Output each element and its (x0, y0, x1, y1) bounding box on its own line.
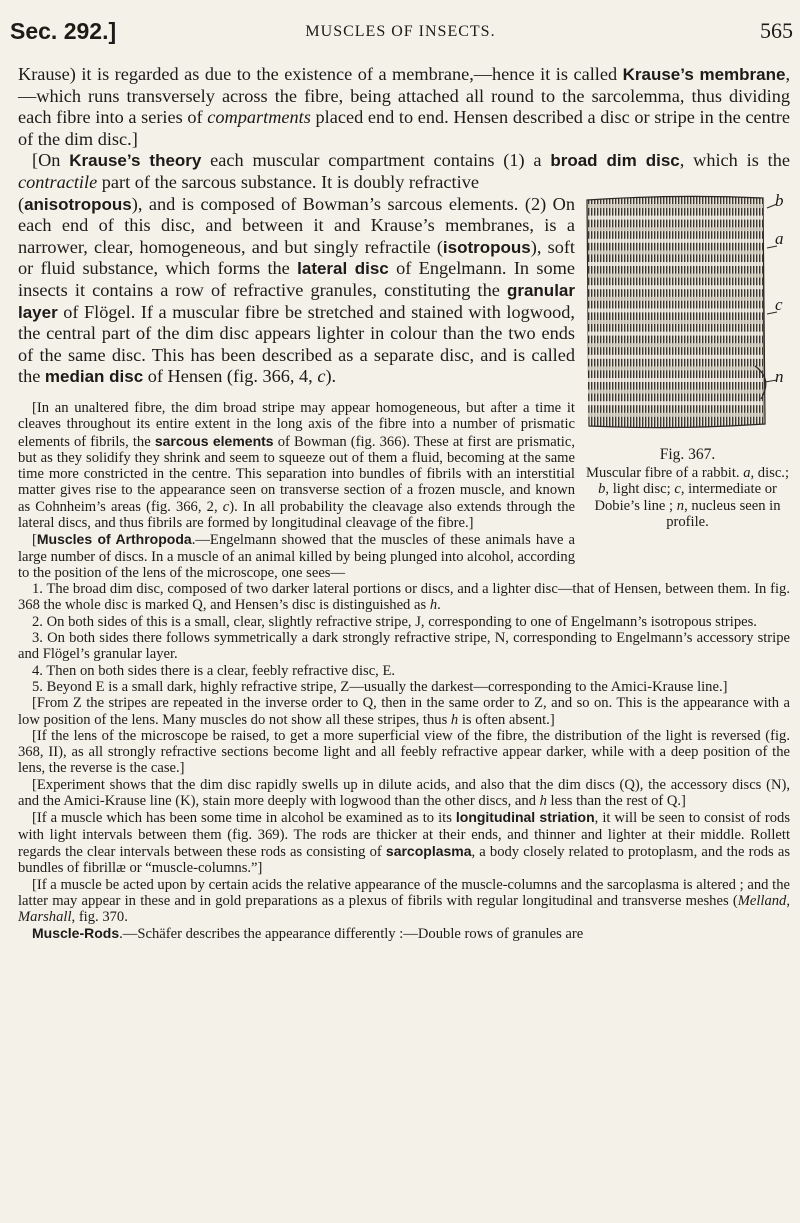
striation-band (588, 285, 763, 289)
paragraph-anisotropous: (anisotropous), and is composed of Bowman’s sarcous elements. (2) On each end of this disc, and between it and Krause’s membranes, is a narrower, clear, homogeneous, and but singly refractile (isotropous), soft or fluid substance, which forms the lateral disc of Engelmann. In some insects it contains a row of refractive granules, constituting the granular layer of Flögel. If a muscular fibre be stretched and stained with logwood, the central part of the dim disc appears lighter in colour than the two ends of the same disc. This has been described as a separate disc, and is called the median disc of Hensen (fig. 366, 4, c). (18, 193, 576, 387)
striation-band (588, 250, 763, 254)
striation-band (588, 273, 763, 277)
paragraph-acids: [If a muscle be acted upon by certain acids the relative appearance of the muscle-columns and the sarcoplasma is altered ; and the latter may appear in these and in gold preparations as a plexus of fibrils with regular longitudinal and transverse meshes (Melland, Marshall, fig. 370. (18, 876, 790, 926)
paragraph-lens-raised: [If the lens of the microscope be raised, to get a more superficial view of the fibre, the distribution of the light is reversed (fig. 368, II), as all strongly refractive sections become light and all feebly refractive appear darker, while with a deep position of the lens, the reverse is the case.] (18, 727, 790, 777)
figure-367 (585, 190, 790, 546)
section-number: Sec. 292.] (10, 18, 117, 44)
figure-caption: Muscular fibre of a rabbit. a, disc.; b, light disc; c, intermediate or Dobie’s line ; n, nucleus seen in profile. (585, 465, 790, 531)
striation-band (588, 354, 763, 358)
list-item-5: 5. Beyond E is a small dark, highly refractive stripe, Z—usually the darkest—corresponding to the Amici-Krause line.] (32, 678, 728, 695)
striation-band (588, 401, 763, 405)
striation-band (588, 343, 763, 347)
striation-band (588, 389, 763, 393)
list-item-2: 2. On both sides of this is a small, clear, slightly refractive stripe, J, corresponding to one of Engelmann’s isotropous stripes. (32, 613, 757, 630)
figure-label-b: b (775, 190, 784, 210)
striation-band (588, 331, 763, 335)
figure-number: Fig. 367. (659, 445, 716, 463)
paragraph-longitudinal-striation: [If a muscle which has been some time in alcohol be examined as to its longitudinal striation, it will be seen to consist of rods with light intervals between them (fig. 369). The rods are thicker at their ends, and thinner and lighter at their middle. Rollett regards the clear intervals between these rods as consisting of sarcoplasma, a body closely related to protoplasm, and the rods as bundles of fibrillæ or “muscle-columns.”] (18, 809, 790, 877)
paragraph-stripes-repeated: [From Z the stripes are repeated in the inverse order to Q, then in the same order to Z, and so on. This is the appearance with a low position of the lens. Many muscles do not show all these stripes, thus h is often absent.] (18, 695, 790, 728)
striation-band (588, 412, 763, 416)
figure-label-c: c (775, 294, 783, 314)
striation-band (588, 238, 763, 242)
paragraph-muscle-rods: Muscle-Rods.—Schäfer describes the appearance differently :—Double rows of granules are (32, 925, 584, 943)
striation-band (588, 366, 763, 370)
running-header (8, 18, 793, 48)
muscle-fibre-illustration (585, 190, 790, 434)
striation-band (588, 227, 763, 231)
paragraph-unaltered-fibre: [In an unaltered fibre, the dim broad stripe may appear homogeneous, but after a time it cleaves throughout its entire extent in the long axis of the fibre into a number of prismatic elements of fibrils, the sarcous elements of Bowman (fig. 366). These at first are prismatic, but as they solidify they shrink and seem to squeeze out of them a fluid, becoming at the same time more constricted in the centre. This separation into bundles of fibrils with an interstitial matter gives rise to the appearance seen on transverse section of a frozen muscle, and known as Cohnheim’s areas (fig. 366, 2, c). In all probability the cleavage also extends through the lateral discs, and thus fibrils are formed by longitudinal cleavage of the fibre.] (18, 399, 576, 531)
list-item-3: 3. On both sides there follows symmetrically a dark strongly refractive stripe, N, corresponding to Engelmann’s accessory stripe and Flögel’s granular layer. (18, 630, 790, 663)
body-large (18, 64, 790, 943)
paragraph-krause-theory-intro: [On Krause’s theory each muscular compartment contains (1) a broad dim disc, which is the contractile part of the sarcous substance. It is doubly refractive (18, 150, 790, 192)
page-number: 565 (760, 18, 793, 43)
list-item-4: 4. Then on both sides there is a clear, feebly refractive disc, E. (32, 662, 396, 679)
figure-label-n: n (775, 366, 784, 386)
striation-band (588, 320, 763, 324)
striation-band (588, 262, 763, 266)
striation-band (588, 308, 763, 312)
striation-band (588, 378, 763, 382)
list-item-1: 1. The broad dim disc, composed of two darker lateral portions or discs, and a lighter disc—that of Hensen, between them. In fig. 368 the whole disc is marked Q, and Hensen’s disc is distinguished as h. (18, 581, 790, 614)
paragraph-arthropoda: [Muscles of Arthropoda.—Engelmann showed that the muscles of these animals have a large number of discs. In a muscle of an animal killed by being plunged into alcohol, according to the position of the lens of the microscope, one sees— (18, 531, 576, 581)
paragraph-krause-membrane: Krause) it is regarded as due to the existence of a membrane,—hence it is called Krause’s membrane,—which runs transversely across the fibre, being attached all round to the sarcolemma, thus dividing each fibre into a series of compartments placed end to end. Hensen described a disc or stripe in the centre of the dim disc.] (18, 64, 791, 149)
muscle-fibre-drawing (585, 194, 790, 434)
striation-band (588, 204, 763, 208)
striation-band (588, 296, 763, 300)
running-title: MUSCLES OF INSECTS. (305, 23, 496, 40)
striation-band (588, 215, 763, 219)
figure-label-a: a (775, 228, 784, 248)
paragraph-experiment: [Experiment shows that the dim disc rapidly swells up in dilute acids, and also that the dim discs (Q), the accessory discs (N), and the Amici-Krause line (K), stain more deeply with logwood than the other discs, and h less than the rest of Q.] (18, 776, 790, 810)
